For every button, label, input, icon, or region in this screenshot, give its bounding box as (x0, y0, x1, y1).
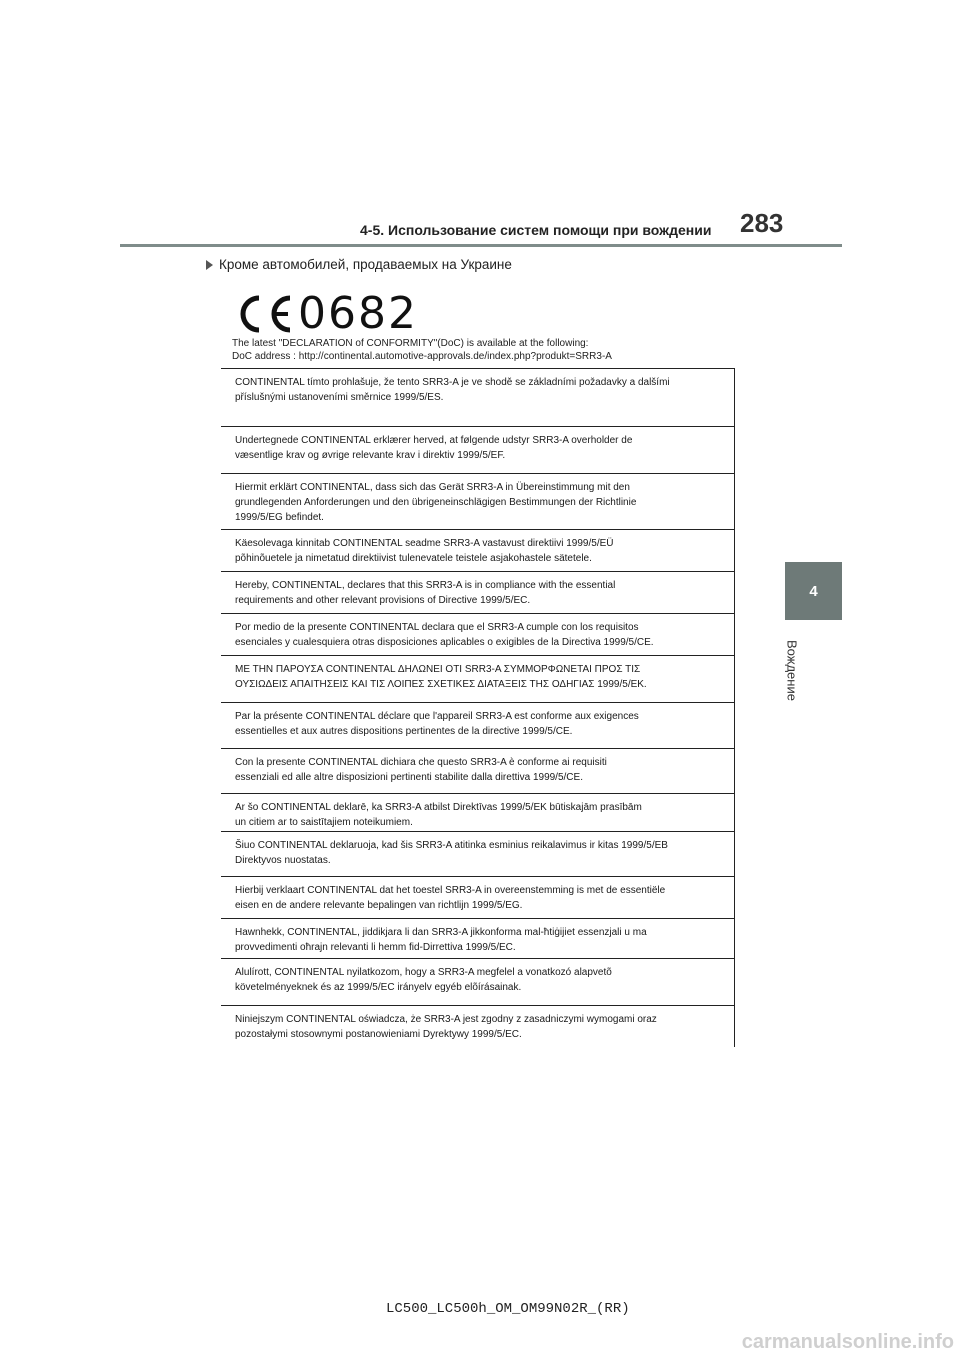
doc-info (232, 337, 612, 363)
declaration-german: Hiermit erklärt CONTINENTAL, dass sich das Gerät SRR3-A in Übereinstimmung mit den grundlegenden Anforderungen und den übrigeneinschlägigen Bestimmungen der Richtlinie 1999/5/EG befindet. (221, 473, 734, 529)
declaration-danish: Undertegnede CONTINENTAL erklærer herved, at følgende udstyr SRR3-A overholder de væsentlige krav og øvrige relevante krav i direktiv 1999/5/EF. (221, 426, 734, 473)
doc-info-line: The latest "DECLARATION of CONFORMITY"(DoC) is available at the following: (232, 338, 589, 349)
declaration-czech: CONTINENTAL tímto prohlašuje, že tento SRR3-A je ve shodě se základními požadavky a dalšími příslušnými ustanoveními směrnice 1999/5/ES. (221, 368, 734, 426)
ce-notified-body-number: 0682 (298, 288, 418, 339)
ce-mark (232, 288, 418, 339)
footer-code: LC500_LC500h_OM_OM99N02R_(RR) (386, 1301, 630, 1317)
declaration-greek: ΜΕ ΤΗΝ ΠΑΡΟΥΣΑ CONTINENTAL ΔΗΛΩΝΕΙ ΟΤΙ SRR3-A ΣΥΜΜΟΡΦΩΝΕΤΑΙ ΠΡΟΣ ΤΙΣ ΟΥΣΙΩΔΕΙΣ ΑΠΑΙΤΗΣΕΙΣ ΚΑΙ ΤΙΣ ΛΟΙΠΕΣ ΣΧΕΤΙΚΕΣ ΔΙΑΤΑΞΕΙΣ ΤΗΣ ΟΔΗΓΙΑΣ 1999/5/ΕΚ. (221, 655, 734, 702)
declarations-list (221, 368, 735, 1047)
declaration-polish: Niniejszym CONTINENTAL oświadcza, że SRR3-A jest zgodny z zasadniczymi wymogami oraz pozostałymi stosownymi postanowieniami Dyrektywy 1999/5/EC. (221, 1005, 734, 1047)
declaration-hungarian: Alulírott, CONTINENTAL nyilatkozom, hogy a SRR3-A megfelel a vonatkozó alapvetõ követelményeknek és az 1999/5/EC irányelv egyéb elõírásainak. (221, 958, 734, 1005)
declaration-italian: Con la presente CONTINENTAL dichiara che questo SRR3-A è conforme ai requisiti essenziali ed alle altre disposizioni pertinenti stabilite dalla direttiva 1999/5/CE. (221, 748, 734, 793)
page-number: 283 (740, 208, 784, 238)
chapter-label: Вождение (784, 639, 800, 701)
declaration-estonian: Käesolevaga kinnitab CONTINENTAL seadme SRR3-A vastavust direktiivi 1999/5/EÜ põhinõuetele ja nimetatud direktiivist tulenevatele teistele asjakohastele sätetele. (221, 529, 734, 571)
declaration-french: Par la présente CONTINENTAL déclare que l'appareil SRR3-A est conforme aux exigences essentielles et aux autres dispositions pertinentes de la directive 1999/5/CE. (221, 702, 734, 748)
declaration-dutch: Hierbij verklaart CONTINENTAL dat het toestel SRR3-A in overeenstemming is met de essentiële eisen en de andere relevante bepalingen van richtlijn 1999/5/EG. (221, 876, 734, 918)
declaration-latvian: Ar šo CONTINENTAL deklarē, ka SRR3-A atbilst Direktīvas 1999/5/EK būtiskajām prasībām un citiem ar to saistītajiem noteikumiem. (221, 793, 734, 831)
ce-logo-icon (232, 294, 294, 334)
triangle-bullet-icon (206, 260, 213, 270)
declaration-spanish: Por medio de la presente CONTINENTAL declara que el SRR3-A cumple con los requisitos esenciales y cualesquiera otras disposiciones aplicables o exigibles de la Directiva 1999/5/CE. (221, 613, 734, 655)
subheading-text: Кроме автомобилей, продаваемых на Украине (219, 257, 512, 272)
watermark: carmanualsonline.info (741, 1331, 954, 1353)
header-rule (120, 244, 842, 247)
declaration-english: Hereby, CONTINENTAL, declares that this SRR3-A is in compliance with the essential requirements and other relevant provisions of Directive 1999/5/EC. (221, 571, 734, 613)
section-title: 4-5. Использование систем помощи при вождении (360, 222, 712, 238)
declaration-maltese: Hawnhekk, CONTINENTAL, jiddikjara li dan SRR3-A jikkonforma mal-ħtiġijiet essenzjali u ma provvedimenti oħrajn relevanti li hemm fid-Dirrettiva 1999/5/EC. (221, 918, 734, 958)
chapter-tab[interactable]: 4 (785, 562, 842, 620)
declaration-lithuanian: Šiuo CONTINENTAL deklaruoja, kad šis SRR3-A atitinka esminius reikalavimus ir kitas 1999/5/EB Direktyvos nuostatas. (221, 831, 734, 876)
subheading (206, 257, 512, 272)
doc-address-line: DoC address : http://continental.automotive-approvals.de/index.php?produkt=SRR3-A (232, 351, 612, 362)
